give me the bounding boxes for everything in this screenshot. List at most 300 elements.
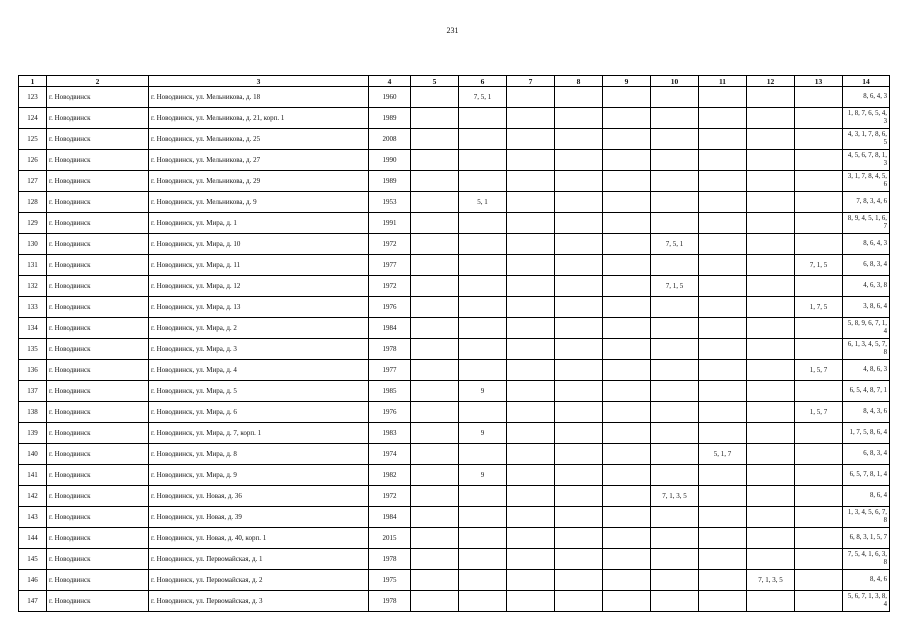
cell-col-5 xyxy=(411,570,459,591)
table-row xyxy=(19,318,890,339)
cell-col-9 xyxy=(603,570,651,591)
cell-col-1: 125 xyxy=(19,129,47,150)
cell-col-4: 1978 xyxy=(369,339,411,360)
cell-col-7 xyxy=(507,402,555,423)
cell-col-6 xyxy=(459,108,507,129)
cell-col-6: 9 xyxy=(459,423,507,444)
cell-col-4: 1989 xyxy=(369,108,411,129)
table-row xyxy=(19,402,890,423)
cell-col-13 xyxy=(795,129,843,150)
column-header-9: 9 xyxy=(603,76,651,87)
cell-col-11 xyxy=(699,486,747,507)
cell-col-7 xyxy=(507,444,555,465)
cell-col-14: 6, 1, 3, 4, 5, 7, 8 xyxy=(843,339,890,360)
cell-col-3: г. Новодвинск, ул. Мира, д. 7, корп. 1 xyxy=(149,423,369,444)
cell-col-11 xyxy=(699,129,747,150)
cell-col-12 xyxy=(747,444,795,465)
cell-col-4: 1960 xyxy=(369,87,411,108)
cell-col-2: г. Новодвинск xyxy=(47,360,149,381)
cell-col-14: 1, 3, 4, 5, 6, 7, 8 xyxy=(843,507,890,528)
cell-col-1: 142 xyxy=(19,486,47,507)
table-row xyxy=(19,150,890,171)
cell-col-11 xyxy=(699,339,747,360)
cell-col-9 xyxy=(603,255,651,276)
cell-col-2: г. Новодвинск xyxy=(47,150,149,171)
cell-col-13: 7, 1, 5 xyxy=(795,255,843,276)
cell-col-2: г. Новодвинск xyxy=(47,570,149,591)
cell-col-14: 7, 8, 3, 4, 6 xyxy=(843,192,890,213)
cell-col-8 xyxy=(555,171,603,192)
cell-col-10 xyxy=(651,87,699,108)
table-row xyxy=(19,213,890,234)
cell-col-14: 5, 8, 9, 6, 7, 1, 4 xyxy=(843,318,890,339)
cell-col-6 xyxy=(459,213,507,234)
cell-col-5 xyxy=(411,465,459,486)
cell-col-10 xyxy=(651,213,699,234)
cell-col-13 xyxy=(795,507,843,528)
cell-col-2: г. Новодвинск xyxy=(47,297,149,318)
cell-col-12 xyxy=(747,360,795,381)
cell-col-14: 1, 8, 7, 6, 5, 4, 3 xyxy=(843,108,890,129)
cell-col-6 xyxy=(459,171,507,192)
cell-col-2: г. Новодвинск xyxy=(47,192,149,213)
cell-col-9 xyxy=(603,423,651,444)
cell-col-12 xyxy=(747,549,795,570)
cell-col-12 xyxy=(747,318,795,339)
cell-col-6 xyxy=(459,339,507,360)
cell-col-5 xyxy=(411,591,459,612)
cell-col-3: г. Новодвинск, ул. Мельникова, д. 9 xyxy=(149,192,369,213)
cell-col-3: г. Новодвинск, ул. Мельникова, д. 25 xyxy=(149,129,369,150)
table-row xyxy=(19,423,890,444)
column-header-3: 3 xyxy=(149,76,369,87)
cell-col-6 xyxy=(459,276,507,297)
cell-col-2: г. Новодвинск xyxy=(47,255,149,276)
cell-col-5 xyxy=(411,276,459,297)
cell-col-13 xyxy=(795,339,843,360)
cell-col-3: г. Новодвинск, ул. Новая, д. 40, корп. 1 xyxy=(149,528,369,549)
cell-col-12 xyxy=(747,528,795,549)
table-row xyxy=(19,234,890,255)
cell-col-13 xyxy=(795,486,843,507)
table-row xyxy=(19,528,890,549)
cell-col-5 xyxy=(411,507,459,528)
cell-col-5 xyxy=(411,528,459,549)
cell-col-6: 7, 5, 1 xyxy=(459,87,507,108)
cell-col-4: 1984 xyxy=(369,318,411,339)
cell-col-11 xyxy=(699,108,747,129)
cell-col-9 xyxy=(603,318,651,339)
cell-col-10 xyxy=(651,192,699,213)
cell-col-13: 1, 7, 5 xyxy=(795,297,843,318)
cell-col-1: 132 xyxy=(19,276,47,297)
cell-col-4: 1989 xyxy=(369,171,411,192)
cell-col-3: г. Новодвинск, ул. Новая, д. 36 xyxy=(149,486,369,507)
cell-col-1: 123 xyxy=(19,87,47,108)
cell-col-2: г. Новодвинск xyxy=(47,444,149,465)
cell-col-10: 7, 1, 5 xyxy=(651,276,699,297)
table-row xyxy=(19,507,890,528)
cell-col-9 xyxy=(603,360,651,381)
table-row xyxy=(19,360,890,381)
cell-col-14: 3, 1, 7, 8, 4, 5, 6 xyxy=(843,171,890,192)
cell-col-13 xyxy=(795,276,843,297)
cell-col-11 xyxy=(699,318,747,339)
cell-col-4: 1972 xyxy=(369,486,411,507)
cell-col-6: 5, 1 xyxy=(459,192,507,213)
cell-col-7 xyxy=(507,465,555,486)
cell-col-1: 128 xyxy=(19,192,47,213)
cell-col-13 xyxy=(795,465,843,486)
table-row xyxy=(19,192,890,213)
column-header-4: 4 xyxy=(369,76,411,87)
cell-col-10: 7, 1, 3, 5 xyxy=(651,486,699,507)
cell-col-5 xyxy=(411,318,459,339)
cell-col-8 xyxy=(555,150,603,171)
cell-col-12 xyxy=(747,129,795,150)
cell-col-10 xyxy=(651,528,699,549)
cell-col-4: 1976 xyxy=(369,297,411,318)
cell-col-8 xyxy=(555,339,603,360)
cell-col-8 xyxy=(555,402,603,423)
cell-col-2: г. Новодвинск xyxy=(47,381,149,402)
cell-col-2: г. Новодвинск xyxy=(47,234,149,255)
cell-col-8 xyxy=(555,507,603,528)
cell-col-4: 1976 xyxy=(369,402,411,423)
table-row xyxy=(19,591,890,612)
cell-col-14: 6, 8, 3, 1, 5, 7 xyxy=(843,528,890,549)
cell-col-12 xyxy=(747,297,795,318)
cell-col-9 xyxy=(603,150,651,171)
cell-col-11 xyxy=(699,213,747,234)
cell-col-8 xyxy=(555,234,603,255)
cell-col-12 xyxy=(747,486,795,507)
cell-col-4: 1978 xyxy=(369,549,411,570)
cell-col-1: 129 xyxy=(19,213,47,234)
cell-col-10 xyxy=(651,402,699,423)
cell-col-5 xyxy=(411,381,459,402)
cell-col-10 xyxy=(651,549,699,570)
cell-col-9 xyxy=(603,297,651,318)
column-header-12: 12 xyxy=(747,76,795,87)
cell-col-11 xyxy=(699,570,747,591)
cell-col-7 xyxy=(507,297,555,318)
cell-col-1: 126 xyxy=(19,150,47,171)
cell-col-6 xyxy=(459,255,507,276)
cell-col-3: г. Новодвинск, ул. Мельникова, д. 27 xyxy=(149,150,369,171)
cell-col-13: 1, 5, 7 xyxy=(795,402,843,423)
cell-col-2: г. Новодвинск xyxy=(47,591,149,612)
cell-col-14: 4, 6, 3, 8 xyxy=(843,276,890,297)
cell-col-2: г. Новодвинск xyxy=(47,213,149,234)
cell-col-5 xyxy=(411,213,459,234)
cell-col-13 xyxy=(795,318,843,339)
cell-col-7 xyxy=(507,381,555,402)
cell-col-14: 8, 4, 3, 6 xyxy=(843,402,890,423)
cell-col-6 xyxy=(459,234,507,255)
cell-col-7 xyxy=(507,192,555,213)
table-row xyxy=(19,255,890,276)
cell-col-3: г. Новодвинск, ул. Новая, д. 39 xyxy=(149,507,369,528)
cell-col-11 xyxy=(699,150,747,171)
cell-col-7 xyxy=(507,528,555,549)
cell-col-14: 8, 6, 4, 3 xyxy=(843,87,890,108)
cell-col-2: г. Новодвинск xyxy=(47,339,149,360)
cell-col-13 xyxy=(795,528,843,549)
cell-col-4: 2008 xyxy=(369,129,411,150)
cell-col-14: 5, 6, 7, 1, 3, 8, 4 xyxy=(843,591,890,612)
cell-col-14: 6, 5, 7, 8, 1, 4 xyxy=(843,465,890,486)
cell-col-2: г. Новодвинск xyxy=(47,318,149,339)
cell-col-6 xyxy=(459,318,507,339)
cell-col-4: 1985 xyxy=(369,381,411,402)
cell-col-13 xyxy=(795,150,843,171)
cell-col-13 xyxy=(795,171,843,192)
cell-col-12 xyxy=(747,381,795,402)
cell-col-11 xyxy=(699,549,747,570)
cell-col-13 xyxy=(795,423,843,444)
cell-col-12 xyxy=(747,465,795,486)
cell-col-2: г. Новодвинск xyxy=(47,549,149,570)
cell-col-2: г. Новодвинск xyxy=(47,129,149,150)
cell-col-6 xyxy=(459,507,507,528)
cell-col-9 xyxy=(603,528,651,549)
cell-col-6 xyxy=(459,150,507,171)
cell-col-6 xyxy=(459,297,507,318)
cell-col-7 xyxy=(507,255,555,276)
cell-col-7 xyxy=(507,87,555,108)
cell-col-7 xyxy=(507,234,555,255)
cell-col-9 xyxy=(603,192,651,213)
cell-col-6 xyxy=(459,528,507,549)
cell-col-11 xyxy=(699,297,747,318)
cell-col-5 xyxy=(411,150,459,171)
cell-col-4: 1972 xyxy=(369,234,411,255)
cell-col-1: 139 xyxy=(19,423,47,444)
cell-col-4: 1977 xyxy=(369,255,411,276)
cell-col-14: 6, 5, 4, 8, 7, 1 xyxy=(843,381,890,402)
cell-col-12 xyxy=(747,423,795,444)
cell-col-1: 134 xyxy=(19,318,47,339)
cell-col-3: г. Новодвинск, ул. Первомайская, д. 3 xyxy=(149,591,369,612)
cell-col-9 xyxy=(603,402,651,423)
cell-col-6 xyxy=(459,129,507,150)
cell-col-11 xyxy=(699,87,747,108)
column-header-5: 5 xyxy=(411,76,459,87)
cell-col-6 xyxy=(459,444,507,465)
cell-col-1: 143 xyxy=(19,507,47,528)
cell-col-3: г. Новодвинск, ул. Мира, д. 9 xyxy=(149,465,369,486)
cell-col-2: г. Новодвинск xyxy=(47,108,149,129)
cell-col-10 xyxy=(651,297,699,318)
table-body xyxy=(19,87,890,612)
cell-col-13 xyxy=(795,213,843,234)
cell-col-10 xyxy=(651,339,699,360)
cell-col-9 xyxy=(603,381,651,402)
cell-col-7 xyxy=(507,213,555,234)
cell-col-5 xyxy=(411,87,459,108)
cell-col-12 xyxy=(747,339,795,360)
column-header-1: 1 xyxy=(19,76,47,87)
cell-col-1: 131 xyxy=(19,255,47,276)
cell-col-6 xyxy=(459,486,507,507)
cell-col-6: 9 xyxy=(459,381,507,402)
cell-col-12: 7, 1, 3, 5 xyxy=(747,570,795,591)
cell-col-4: 1953 xyxy=(369,192,411,213)
cell-col-5 xyxy=(411,255,459,276)
cell-col-4: 1984 xyxy=(369,507,411,528)
cell-col-4: 1982 xyxy=(369,465,411,486)
cell-col-8 xyxy=(555,423,603,444)
cell-col-5 xyxy=(411,192,459,213)
cell-col-8 xyxy=(555,297,603,318)
cell-col-9 xyxy=(603,171,651,192)
cell-col-2: г. Новодвинск xyxy=(47,528,149,549)
cell-col-7 xyxy=(507,591,555,612)
cell-col-8 xyxy=(555,465,603,486)
cell-col-1: 144 xyxy=(19,528,47,549)
cell-col-13 xyxy=(795,87,843,108)
cell-col-7 xyxy=(507,150,555,171)
cell-col-1: 147 xyxy=(19,591,47,612)
cell-col-7 xyxy=(507,423,555,444)
cell-col-8 xyxy=(555,276,603,297)
cell-col-7 xyxy=(507,360,555,381)
cell-col-1: 133 xyxy=(19,297,47,318)
cell-col-4: 2015 xyxy=(369,528,411,549)
column-header-2: 2 xyxy=(47,76,149,87)
cell-col-12 xyxy=(747,255,795,276)
column-header-10: 10 xyxy=(651,76,699,87)
cell-col-4: 1978 xyxy=(369,591,411,612)
cell-col-4: 1972 xyxy=(369,276,411,297)
cell-col-5 xyxy=(411,549,459,570)
cell-col-4: 1990 xyxy=(369,150,411,171)
cell-col-9 xyxy=(603,234,651,255)
table-row xyxy=(19,297,890,318)
cell-col-8 xyxy=(555,87,603,108)
cell-col-11 xyxy=(699,192,747,213)
column-header-8: 8 xyxy=(555,76,603,87)
cell-col-8 xyxy=(555,444,603,465)
cell-col-11 xyxy=(699,276,747,297)
cell-col-5 xyxy=(411,108,459,129)
cell-col-12 xyxy=(747,108,795,129)
cell-col-10 xyxy=(651,591,699,612)
cell-col-3: г. Новодвинск, ул. Мельникова, д. 21, корп. 1 xyxy=(149,108,369,129)
cell-col-1: 137 xyxy=(19,381,47,402)
cell-col-12 xyxy=(747,213,795,234)
cell-col-7 xyxy=(507,318,555,339)
housing-register-table xyxy=(18,75,890,612)
cell-col-7 xyxy=(507,339,555,360)
cell-col-7 xyxy=(507,108,555,129)
cell-col-3: г. Новодвинск, ул. Мира, д. 4 xyxy=(149,360,369,381)
cell-col-12 xyxy=(747,150,795,171)
cell-col-3: г. Новодвинск, ул. Мира, д. 3 xyxy=(149,339,369,360)
cell-col-3: г. Новодвинск, ул. Мира, д. 5 xyxy=(149,381,369,402)
cell-col-9 xyxy=(603,444,651,465)
cell-col-3: г. Новодвинск, ул. Мира, д. 1 xyxy=(149,213,369,234)
cell-col-1: 124 xyxy=(19,108,47,129)
cell-col-12 xyxy=(747,87,795,108)
cell-col-1: 145 xyxy=(19,549,47,570)
column-header-14: 14 xyxy=(843,76,890,87)
cell-col-8 xyxy=(555,549,603,570)
cell-col-8 xyxy=(555,381,603,402)
cell-col-6 xyxy=(459,402,507,423)
cell-col-3: г. Новодвинск, ул. Первомайская, д. 1 xyxy=(149,549,369,570)
table-row xyxy=(19,381,890,402)
table-row xyxy=(19,171,890,192)
cell-col-9 xyxy=(603,276,651,297)
cell-col-6: 9 xyxy=(459,465,507,486)
cell-col-2: г. Новодвинск xyxy=(47,486,149,507)
cell-col-11 xyxy=(699,234,747,255)
table-row xyxy=(19,339,890,360)
cell-col-5 xyxy=(411,402,459,423)
cell-col-13 xyxy=(795,570,843,591)
cell-col-8 xyxy=(555,318,603,339)
cell-col-13 xyxy=(795,444,843,465)
cell-col-4: 1983 xyxy=(369,423,411,444)
cell-col-13: 1, 5, 7 xyxy=(795,360,843,381)
cell-col-11 xyxy=(699,465,747,486)
cell-col-10 xyxy=(651,150,699,171)
header-row xyxy=(19,76,890,87)
cell-col-2: г. Новодвинск xyxy=(47,402,149,423)
cell-col-3: г. Новодвинск, ул. Мира, д. 12 xyxy=(149,276,369,297)
cell-col-9 xyxy=(603,549,651,570)
cell-col-4: 1977 xyxy=(369,360,411,381)
cell-col-11 xyxy=(699,528,747,549)
cell-col-10 xyxy=(651,444,699,465)
cell-col-2: г. Новодвинск xyxy=(47,171,149,192)
cell-col-2: г. Новодвинск xyxy=(47,507,149,528)
cell-col-5 xyxy=(411,171,459,192)
cell-col-14: 1, 7, 5, 8, 6, 4 xyxy=(843,423,890,444)
cell-col-6 xyxy=(459,591,507,612)
table-row xyxy=(19,549,890,570)
cell-col-5 xyxy=(411,486,459,507)
cell-col-8 xyxy=(555,591,603,612)
cell-col-3: г. Новодвинск, ул. Мира, д. 6 xyxy=(149,402,369,423)
cell-col-9 xyxy=(603,87,651,108)
cell-col-1: 138 xyxy=(19,402,47,423)
cell-col-7 xyxy=(507,486,555,507)
cell-col-3: г. Новодвинск, ул. Мира, д. 2 xyxy=(149,318,369,339)
cell-col-14: 8, 9, 4, 5, 1, 6, 7 xyxy=(843,213,890,234)
cell-col-10 xyxy=(651,318,699,339)
cell-col-1: 146 xyxy=(19,570,47,591)
cell-col-10 xyxy=(651,570,699,591)
cell-col-6 xyxy=(459,360,507,381)
cell-col-1: 136 xyxy=(19,360,47,381)
cell-col-13 xyxy=(795,549,843,570)
cell-col-9 xyxy=(603,213,651,234)
cell-col-12 xyxy=(747,192,795,213)
cell-col-5 xyxy=(411,423,459,444)
cell-col-14: 8, 4, 6 xyxy=(843,570,890,591)
cell-col-12 xyxy=(747,507,795,528)
cell-col-8 xyxy=(555,255,603,276)
cell-col-10 xyxy=(651,360,699,381)
table-row xyxy=(19,108,890,129)
cell-col-5 xyxy=(411,297,459,318)
cell-col-3: г. Новодвинск, ул. Мира, д. 13 xyxy=(149,297,369,318)
cell-col-11: 5, 1, 7 xyxy=(699,444,747,465)
cell-col-2: г. Новодвинск xyxy=(47,465,149,486)
